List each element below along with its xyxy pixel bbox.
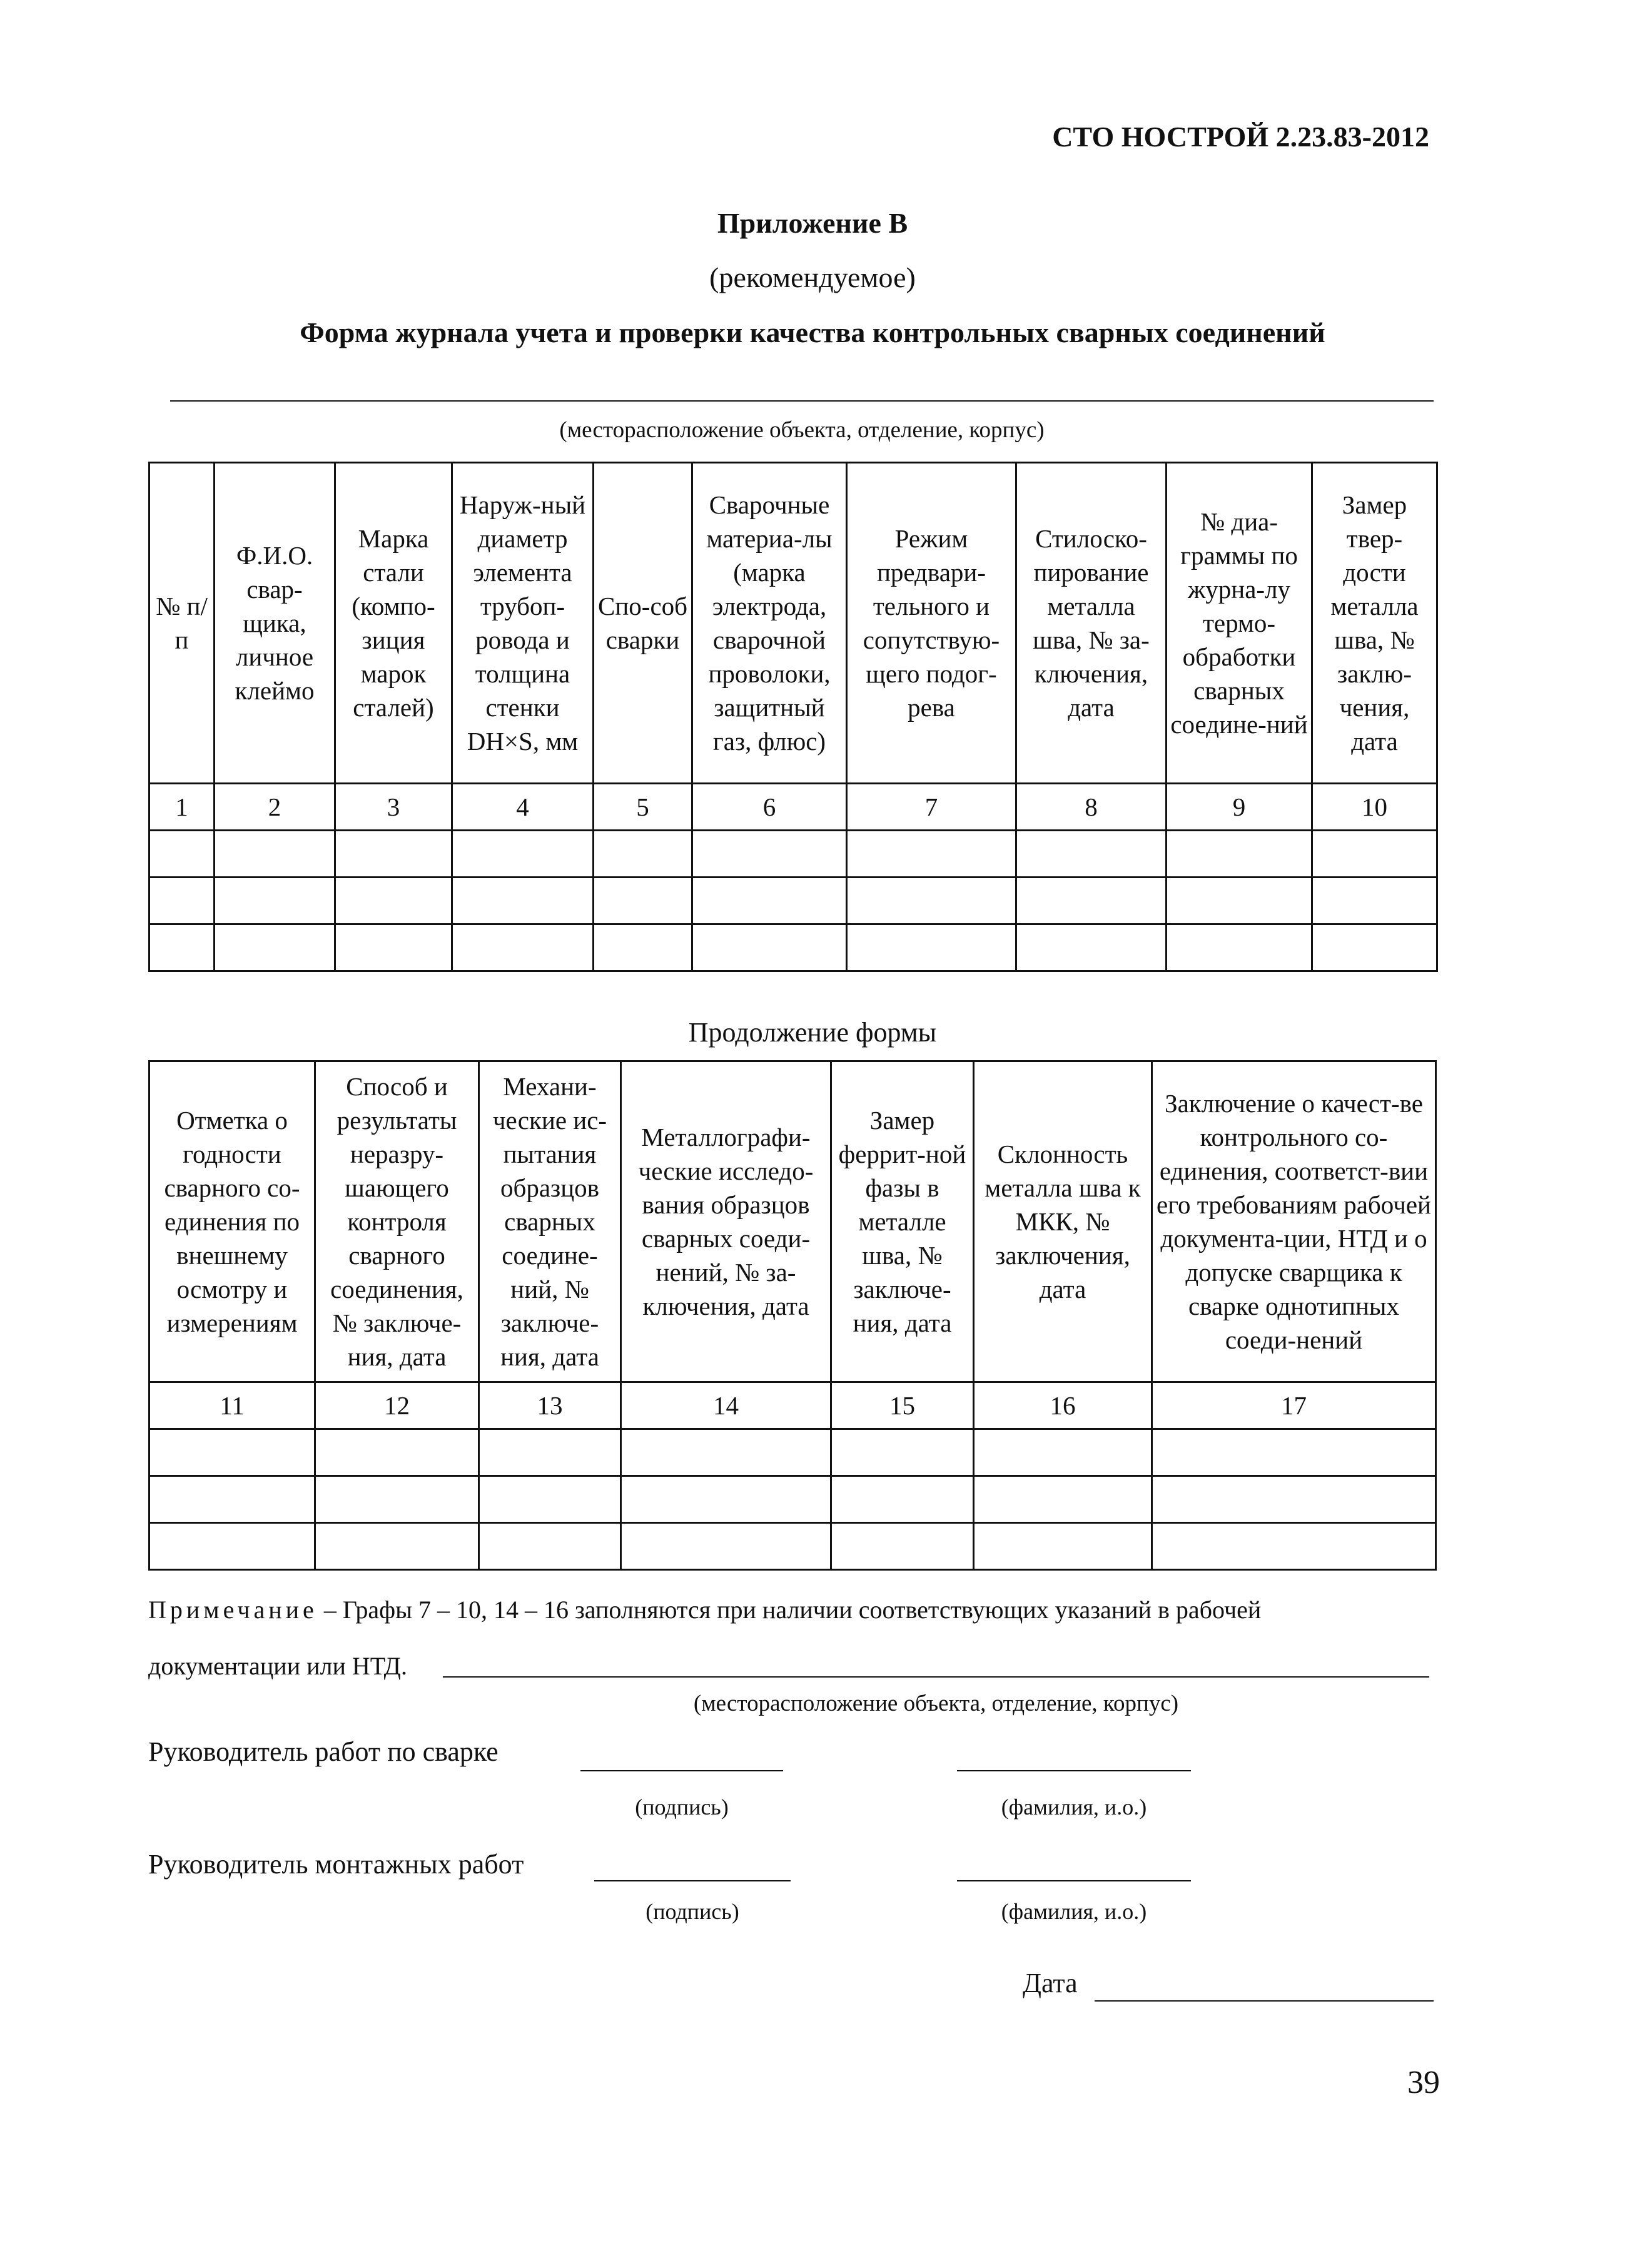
header-cell: Замер феррит-ной фазы в металле шва, № заключе-ния, дата — [831, 1061, 974, 1382]
header-cell: Стилоско-пирование металла шва, № за-ключения, дата — [1016, 463, 1167, 784]
appendix-status: (рекомендуемое) — [709, 261, 916, 293]
column-number: 3 — [335, 784, 452, 831]
page-number: 39 — [1407, 2065, 1440, 2100]
location-caption: (месторасположение объекта, отделение, корпус) — [559, 417, 1045, 443]
note-label: Примечание — [148, 1596, 318, 1624]
column-number: 10 — [1312, 784, 1437, 831]
document-code: СТО НОСТРОЙ 2.23.83-2012 — [1052, 121, 1429, 153]
note — [148, 1595, 1437, 1624]
table-row — [149, 831, 1437, 878]
header-cell: Сварочные материа-лы (марка электрода, сварочной проволоки, защитный газ, флюс) — [692, 463, 847, 784]
table-row — [149, 1476, 1436, 1523]
name-line — [957, 1880, 1191, 1881]
welding-head-label: Руководитель работ по сварке — [148, 1736, 499, 1767]
header-cell: Замер твер-дости металла шва, № заклю-чения, дата — [1312, 463, 1437, 784]
column-number: 4 — [452, 784, 594, 831]
header-cell: Способ и результаты неразру-шающего контроля сварного соединения, № заключе-ния, дата — [315, 1061, 479, 1382]
header-cell: Склонность металла шва к МКК, № заключения, дата — [974, 1061, 1152, 1382]
column-number: 7 — [847, 784, 1016, 831]
column-number: 12 — [315, 1382, 479, 1429]
column-number: 8 — [1016, 784, 1167, 831]
column-number: 9 — [1167, 784, 1312, 831]
header-cell: Заключение о качест-ве контрольного со-единения, соответст-вии его требованиям рабочей документа-ции, НТД и о допуске сварщика к сварке однотипных соеди-нений — [1152, 1061, 1436, 1382]
date-line — [1095, 2000, 1434, 2002]
header-cell: Металлографи-ческие исследо-вания образцов сварных соеди-нений, № за-ключения, дата — [621, 1061, 831, 1382]
column-number: 5 — [594, 784, 692, 831]
name-line — [957, 1770, 1191, 1771]
column-number: 2 — [215, 784, 335, 831]
header-cell: Наруж-ный диаметр элемента трубоп-ровода и толщина стенки DН×S, мм — [452, 463, 594, 784]
appendix-title: Приложение В — [717, 207, 908, 239]
date-label: Дата — [1023, 1968, 1078, 1998]
location-caption: (месторасположение объекта, отделение, корпус) — [693, 1691, 1179, 1716]
note-continuation: документации или НТД. — [148, 1652, 407, 1680]
column-number: 6 — [692, 784, 847, 831]
table-row — [149, 1429, 1436, 1476]
column-number: 1 — [149, 784, 215, 831]
header-cell: Спо-соб сварки — [594, 463, 692, 784]
signature-line — [580, 1770, 783, 1771]
column-number: 13 — [479, 1382, 621, 1429]
signature-caption: (подпись) — [635, 1795, 729, 1820]
header-cell: № диа-граммы по журна-лу термо-обработки сварных соедине-ний — [1167, 463, 1312, 784]
header-cell: Механи-ческие ис-пытания образцов сварных соедине-ний, № заключе-ния, дата — [479, 1061, 621, 1382]
column-number: 15 — [831, 1382, 974, 1429]
form-title: Форма журнала учета и проверки качества контрольных сварных соединений — [300, 316, 1325, 348]
header-cell: Отметка о годности сварного со-единения по внешнему осмотру и измерениям — [149, 1061, 315, 1382]
note-text: – Графы 7 – 10, 14 – 16 заполняются при наличии соответствующих указаний в рабочей — [317, 1596, 1262, 1624]
signature-line — [594, 1880, 791, 1881]
location-line — [170, 400, 1434, 402]
header-cell: Марка стали (компо-зиция марок сталей) — [335, 463, 452, 784]
header-cell: № п/п — [149, 463, 215, 784]
table-row — [149, 878, 1437, 924]
table-row — [149, 924, 1437, 971]
header-cell: Режим предвари-тельного и сопутствую-щего подог-рева — [847, 463, 1016, 784]
name-caption: (фамилия, и.о.) — [1001, 1795, 1147, 1820]
table-row — [149, 1523, 1436, 1570]
journal-table-part1 — [148, 462, 1438, 972]
header-cell: Ф.И.О. свар-щика, личное клеймо — [215, 463, 335, 784]
location-line — [443, 1676, 1429, 1678]
assembly-head-label: Руководитель монтажных работ — [148, 1849, 524, 1880]
name-caption: (фамилия, и.о.) — [1001, 1899, 1147, 1924]
column-number: 16 — [974, 1382, 1152, 1429]
column-number: 14 — [621, 1382, 831, 1429]
signature-caption: (подпись) — [645, 1899, 739, 1924]
continuation-label: Продолжение формы — [688, 1017, 937, 1048]
column-number: 11 — [149, 1382, 315, 1429]
column-number: 17 — [1152, 1382, 1436, 1429]
journal-table-part2 — [148, 1060, 1437, 1571]
